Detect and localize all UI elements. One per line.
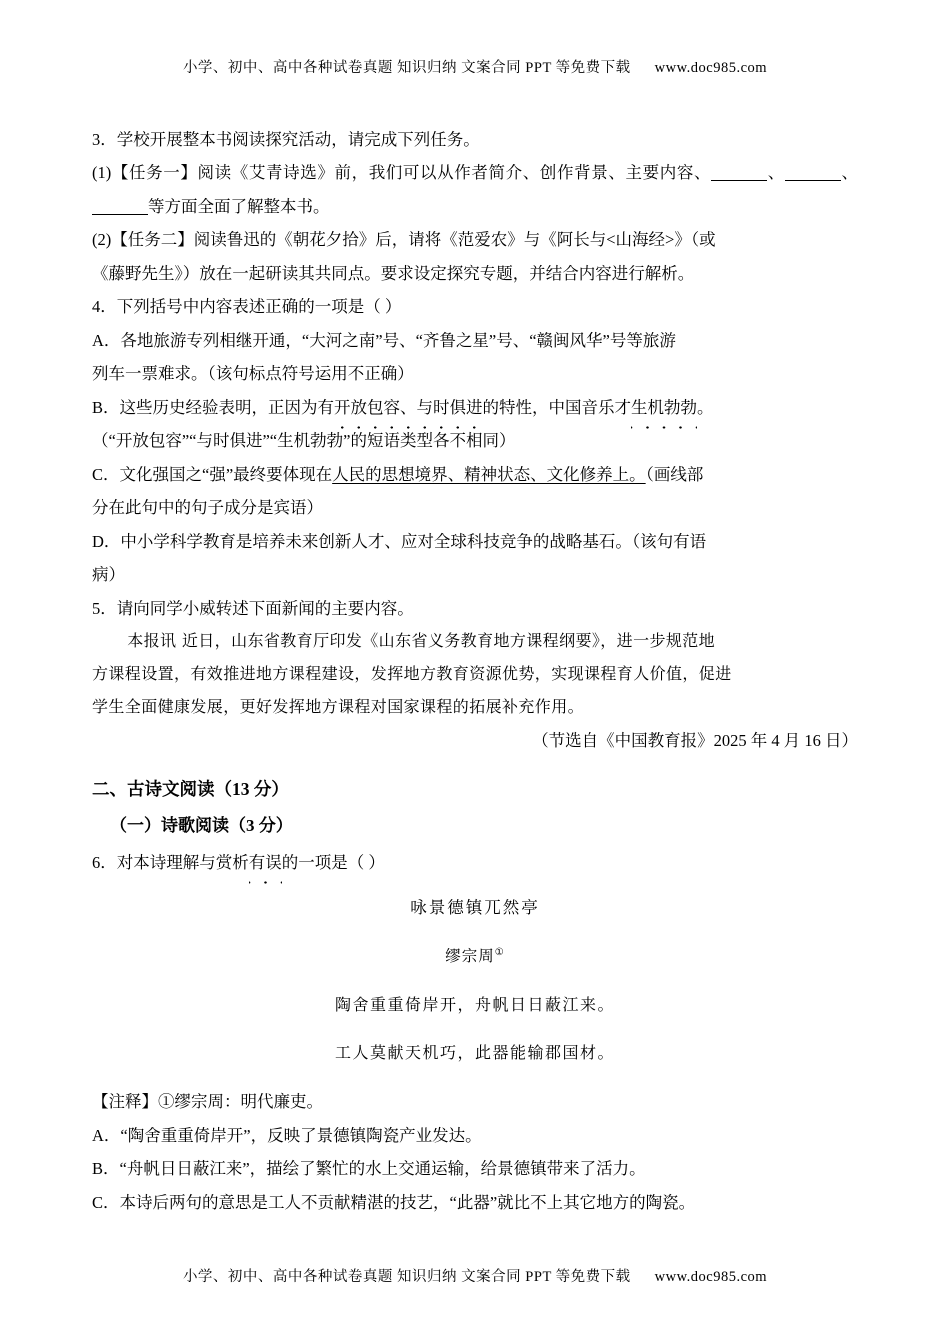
poem-author <box>92 941 858 972</box>
task1-sep-2: 、 <box>840 163 858 183</box>
poem-annotation: 【注释】①缪宗周：明代廉吏。 <box>92 1092 323 1112</box>
section-2-title: 二、古诗文阅读（13 分） <box>92 778 289 799</box>
q6-emphasis: 有误 <box>249 846 282 879</box>
blank-1[interactable] <box>711 180 767 181</box>
question-4-stem: 4．下列括号中内容表述正确的一项是（ ） <box>92 297 402 317</box>
question-4-option-a-line1: A．各地旅游专列相继开通，“大河之南”号、“齐鲁之星”号、“赣闽风华”号等旅游 <box>92 330 676 350</box>
option-b-prefix: B．这些历史经验表明，正因为有 <box>92 397 335 417</box>
poem-author-name: 缪宗周 <box>445 947 495 966</box>
question-3-task2-line2: 《藤野先生》）放在一起研读其共同点。要求设定探究专题，并结合内容进行解析。 <box>92 263 695 283</box>
footer-text: 小学、初中、高中各种试卷真题 知识归纳 文案合同 PPT 等免费下载 <box>182 1269 631 1285</box>
poem-author-note-marker: ① <box>494 946 505 958</box>
header-site: www.doc985.com <box>654 60 768 76</box>
header-text: 小学、初中、高中各种试卷真题 知识归纳 文案合同 PPT 等免费下载 <box>182 60 631 76</box>
section-2-subtitle: （一）诗歌阅读（3 分） <box>110 816 293 836</box>
poem-line-1: 陶舍重重倚岸开，舟帆日日蔽江来。 <box>334 994 615 1014</box>
page-footer <box>0 1265 950 1286</box>
question-5-news-line2: 方课程设置，有效推进地方课程建设，发挥地方教育资源优势，实现课程育人价值，促进 <box>92 664 732 684</box>
option-b-emphasis-2: 生机勃勃 <box>631 391 697 424</box>
question-4-option-d-line1: D．中小学科学教育是培养未来创新人才、应对全球科技竞争的战略基石。（该句有语 <box>92 531 707 551</box>
page-header <box>92 56 858 77</box>
question-5-news-line3: 学生全面健康发展，更好发挥地方课程对国家课程的拓展补充作用。 <box>92 697 585 717</box>
question-6-option-b: B．“舟帆日日蔽江来”，描绘了繁忙的水上交通运输，给景德镇带来了活力。 <box>92 1159 646 1179</box>
question-6-option-c: C．本诗后两句的意思是工人不贡献精湛的技艺，“此器”就比不上其它地方的陶瓷。 <box>92 1192 696 1212</box>
question-3-stem: 3．学校开展整本书阅读探究活动，请完成下列任务。 <box>92 130 480 149</box>
question-4-option-c-line2: 分在此句中的句子成分是宾语） <box>92 498 323 518</box>
question-3-task2-line1: (2)【任务二】阅读鲁迅的《朝花夕拾》后，请将《范爱农》与《阿长与<山海经>》（或 <box>92 230 716 250</box>
question-4-option-b-line2: （“开放包容”“与时俱进”“生机勃勃”的短语类型各不相同） <box>92 431 516 451</box>
option-c-underlined: 人民的思想境界、精神状态、文化修养上。 <box>332 464 646 484</box>
question-5-news-source: （节选自《中国教育报》2025 年 4 月 16 日） <box>532 731 858 751</box>
q6-prefix: 6．对本诗理解与赏析 <box>92 852 249 872</box>
question-4-option-d-line2: 病） <box>92 565 125 585</box>
footer-site: www.doc985.com <box>654 1269 768 1285</box>
q6-suffix: 的一项是（ ） <box>281 852 385 872</box>
question-5-stem: 5．请向同学小威转述下面新闻的主要内容。 <box>92 598 414 618</box>
question-3-task1 <box>92 156 858 223</box>
task1-prefix: (1)【任务一】阅读《艾青诗选》前，我们可以从作者简介、创作背景、主要内容、 <box>92 163 712 183</box>
poem-title: 咏景德镇兀然亭 <box>410 898 540 918</box>
task1-suffix: 等方面全面了解整本书。 <box>148 196 330 216</box>
question-4-option-c-line1 <box>92 458 858 491</box>
question-6-option-a: A．“陶舍重重倚岸开”，反映了景德镇陶瓷产业发达。 <box>92 1125 482 1145</box>
task1-sep-1: 、 <box>767 163 785 183</box>
document-body <box>92 123 858 1219</box>
option-c-suffix: （画线部 <box>645 464 704 484</box>
blank-2[interactable] <box>785 180 841 181</box>
option-b-emphasis-1: 开放包容、与时俱进 <box>334 391 483 424</box>
question-6-stem <box>92 846 858 879</box>
question-4-option-a-line2: 列车一票难求。（该句标点符号运用不正确） <box>92 364 414 384</box>
blank-3[interactable] <box>92 214 148 215</box>
question-5-news-line1: 本报讯 近日，山东省教育厅印发《山东省义务教育地方课程纲要》，进一步规范地 <box>127 631 716 651</box>
option-b-mid: 的特性，中国音乐才 <box>482 397 632 417</box>
poem-line-2: 工人莫献天机巧，此器能输郡国材。 <box>334 1043 615 1063</box>
question-4-option-b-line1 <box>92 391 858 424</box>
option-c-prefix: C．文化强国之“强”最终要体现在 <box>92 464 333 484</box>
option-b-suffix: 。 <box>697 397 714 417</box>
